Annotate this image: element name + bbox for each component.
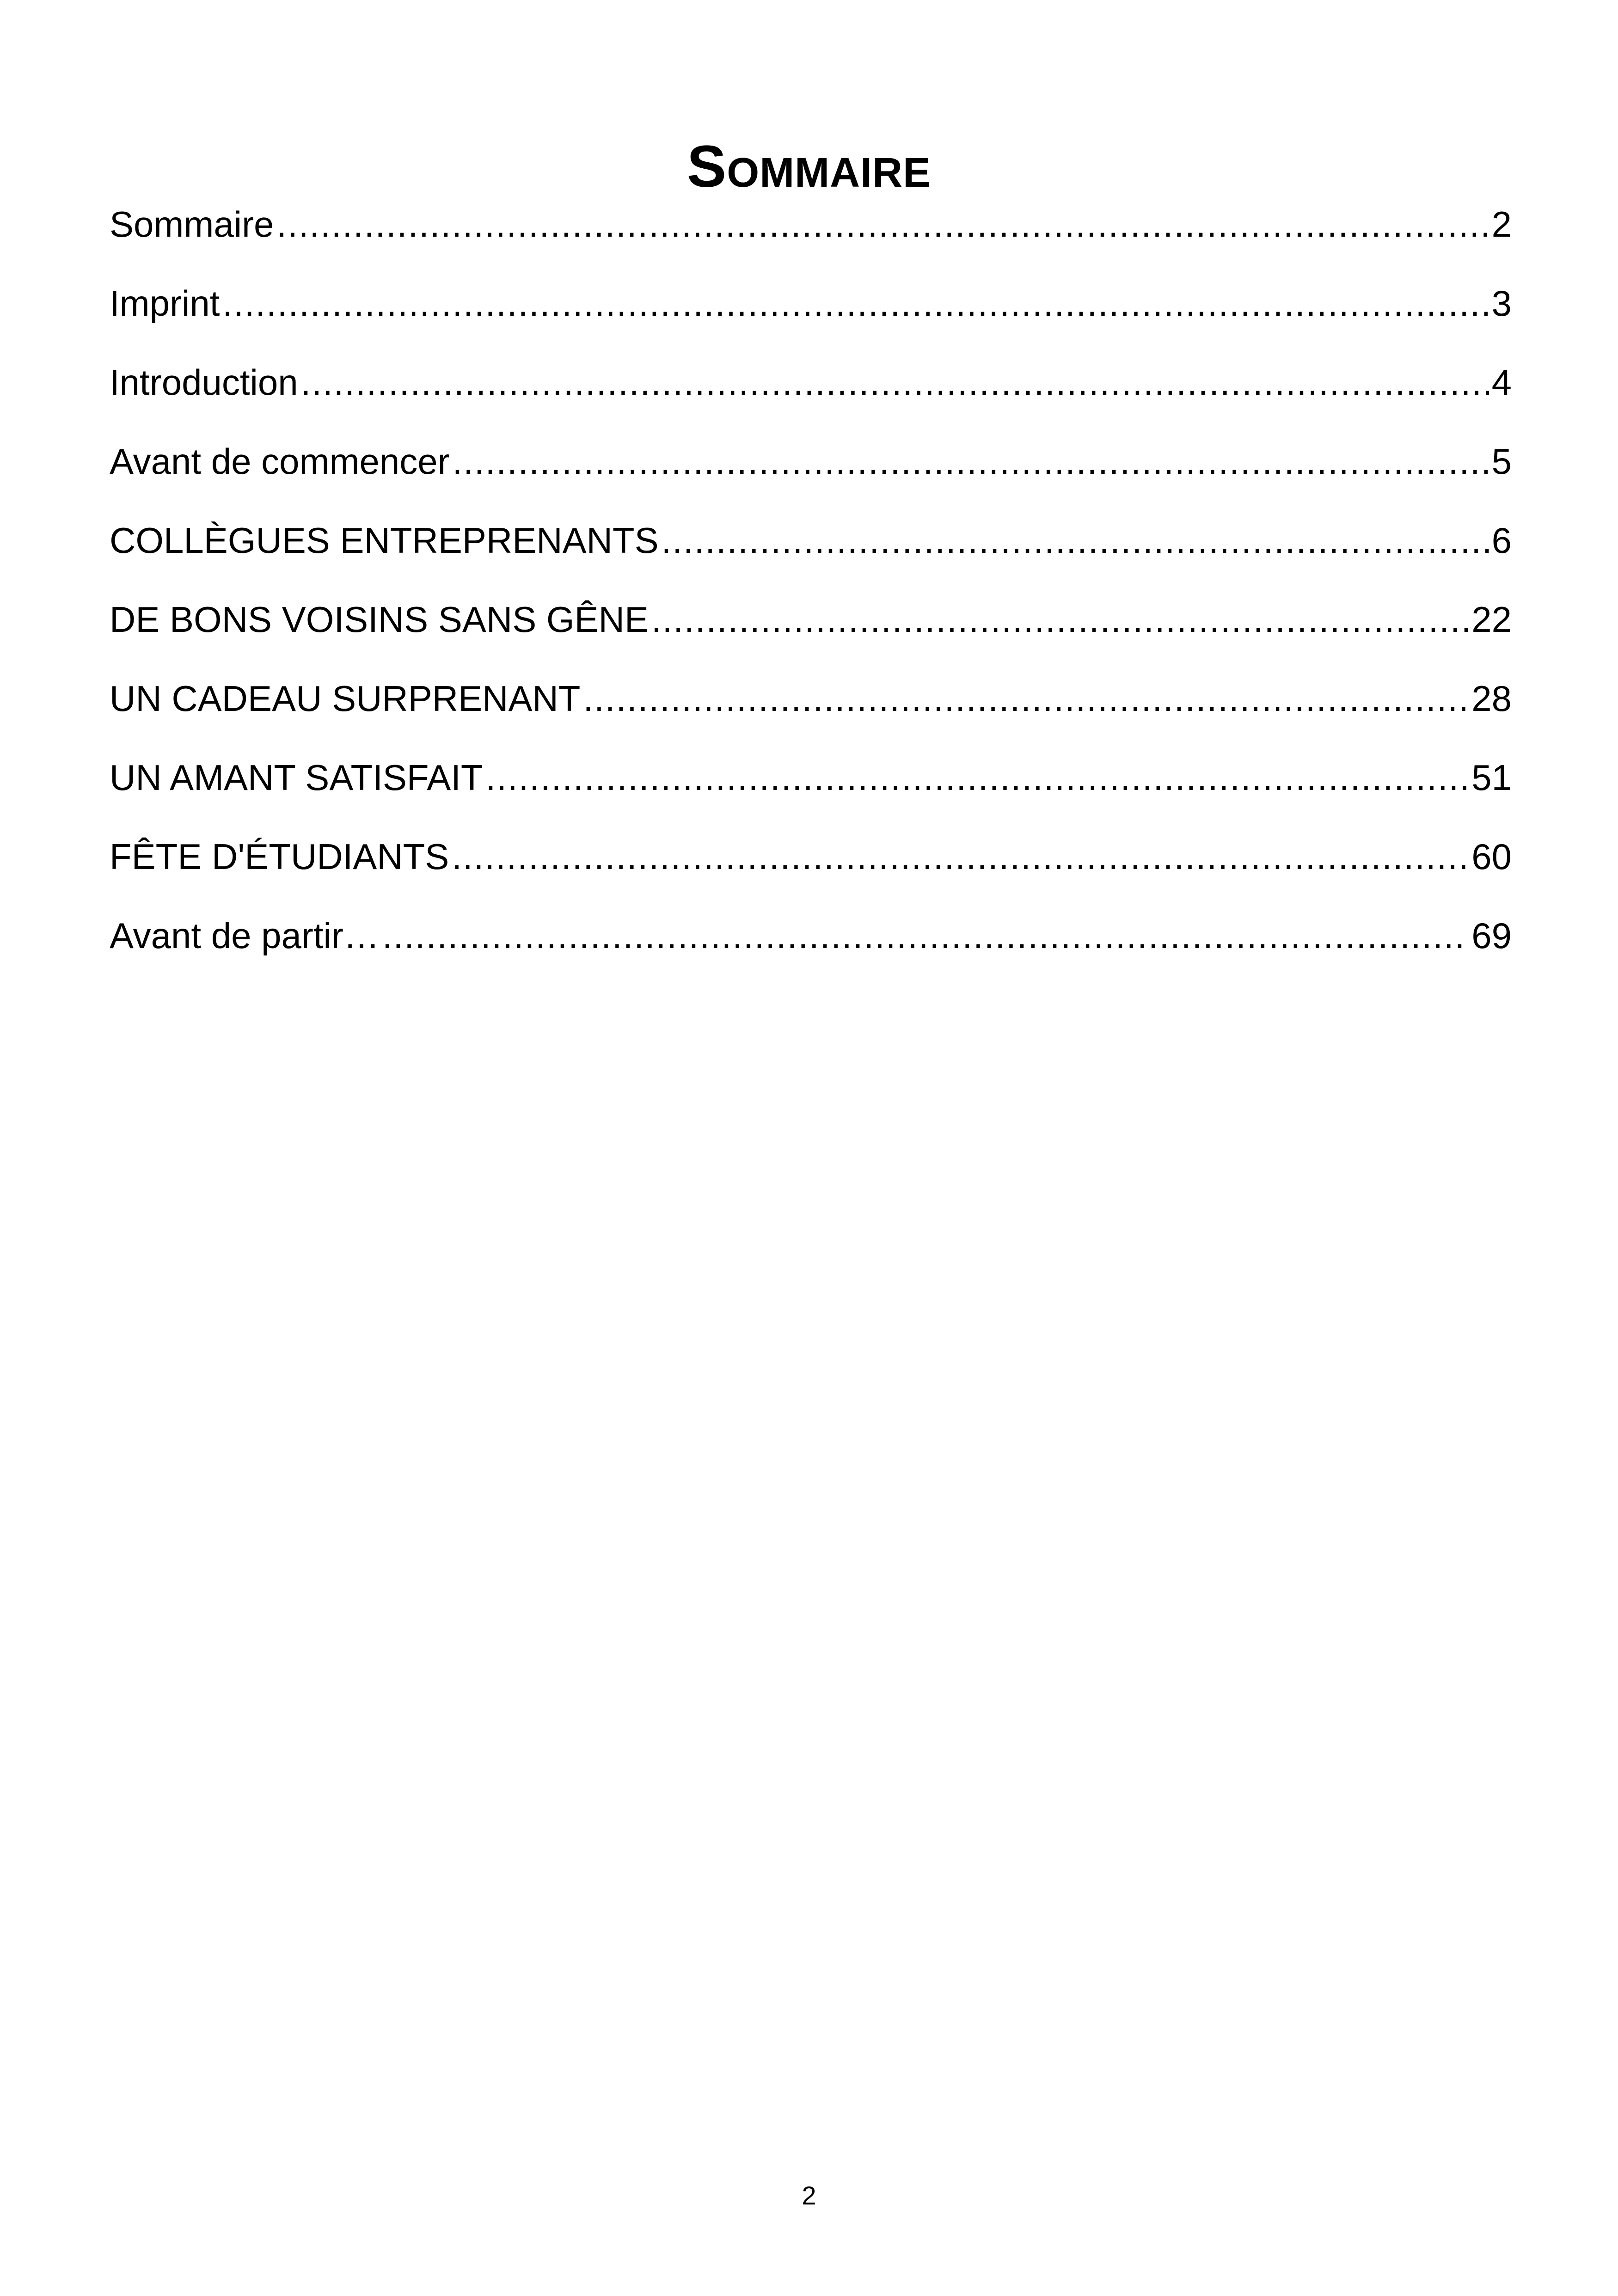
toc-entry-page: 6 <box>1491 520 1512 561</box>
toc-entry-page: 60 <box>1471 836 1512 877</box>
toc-entry-avant-de-partir[interactable] <box>110 908 1512 987</box>
toc-dot-leader <box>453 434 1489 489</box>
toc-entry-label: Avant de partir… <box>110 915 380 956</box>
toc-entry-label: Introduction <box>110 362 298 403</box>
toc-entry-page: 69 <box>1471 915 1512 956</box>
toc-entry-page: 5 <box>1491 441 1512 482</box>
page-number: 2 <box>802 2181 816 2210</box>
toc-entry-imprint[interactable] <box>110 276 1512 355</box>
toc-dot-leader <box>452 829 1469 884</box>
toc-entry-un-cadeau-surprenant[interactable] <box>110 671 1512 750</box>
toc-entry-label: COLLÈGUES ENTREPRENANTS <box>110 520 659 561</box>
toc-dot-leader <box>583 671 1469 726</box>
toc-dot-leader <box>301 355 1489 410</box>
toc-entry-introduction[interactable] <box>110 355 1512 434</box>
toc-dot-leader <box>486 750 1469 805</box>
toc-entry-page: 2 <box>1491 204 1512 245</box>
toc-entry-sommaire[interactable] <box>110 196 1512 276</box>
toc-entry-page: 4 <box>1491 362 1512 403</box>
toc-entry-label: Avant de commencer <box>110 441 450 482</box>
toc-entry-de-bons-voisins[interactable] <box>110 592 1512 671</box>
toc-entry-label: UN AMANT SATISFAIT <box>110 757 483 798</box>
toc-entry-avant-de-commencer[interactable] <box>110 434 1512 513</box>
toc-entry-page: 22 <box>1471 599 1512 640</box>
table-of-contents <box>110 196 1512 987</box>
toc-entry-page: 28 <box>1471 678 1512 719</box>
toc-dot-leader <box>222 276 1489 331</box>
toc-entry-un-amant-satisfait[interactable] <box>110 750 1512 829</box>
toc-dot-leader <box>382 908 1469 963</box>
toc-dot-leader <box>662 513 1489 568</box>
toc-entry-label: UN CADEAU SURPRENANT <box>110 678 581 719</box>
toc-entry-label: Sommaire <box>110 204 274 245</box>
toc-entry-label: Imprint <box>110 283 220 324</box>
toc-entry-label: DE BONS VOISINS SANS GÊNE <box>110 599 649 640</box>
toc-entry-fete-d-etudiants[interactable] <box>110 829 1512 908</box>
toc-entry-collegues-entreprenants[interactable] <box>110 513 1512 592</box>
toc-entry-page: 3 <box>1491 283 1512 324</box>
toc-dot-leader <box>276 196 1489 252</box>
toc-entry-page: 51 <box>1471 757 1512 798</box>
page-title: Sommaire <box>686 133 932 200</box>
toc-entry-label: FÊTE D'ÉTUDIANTS <box>110 836 449 877</box>
toc-dot-leader <box>651 592 1469 647</box>
